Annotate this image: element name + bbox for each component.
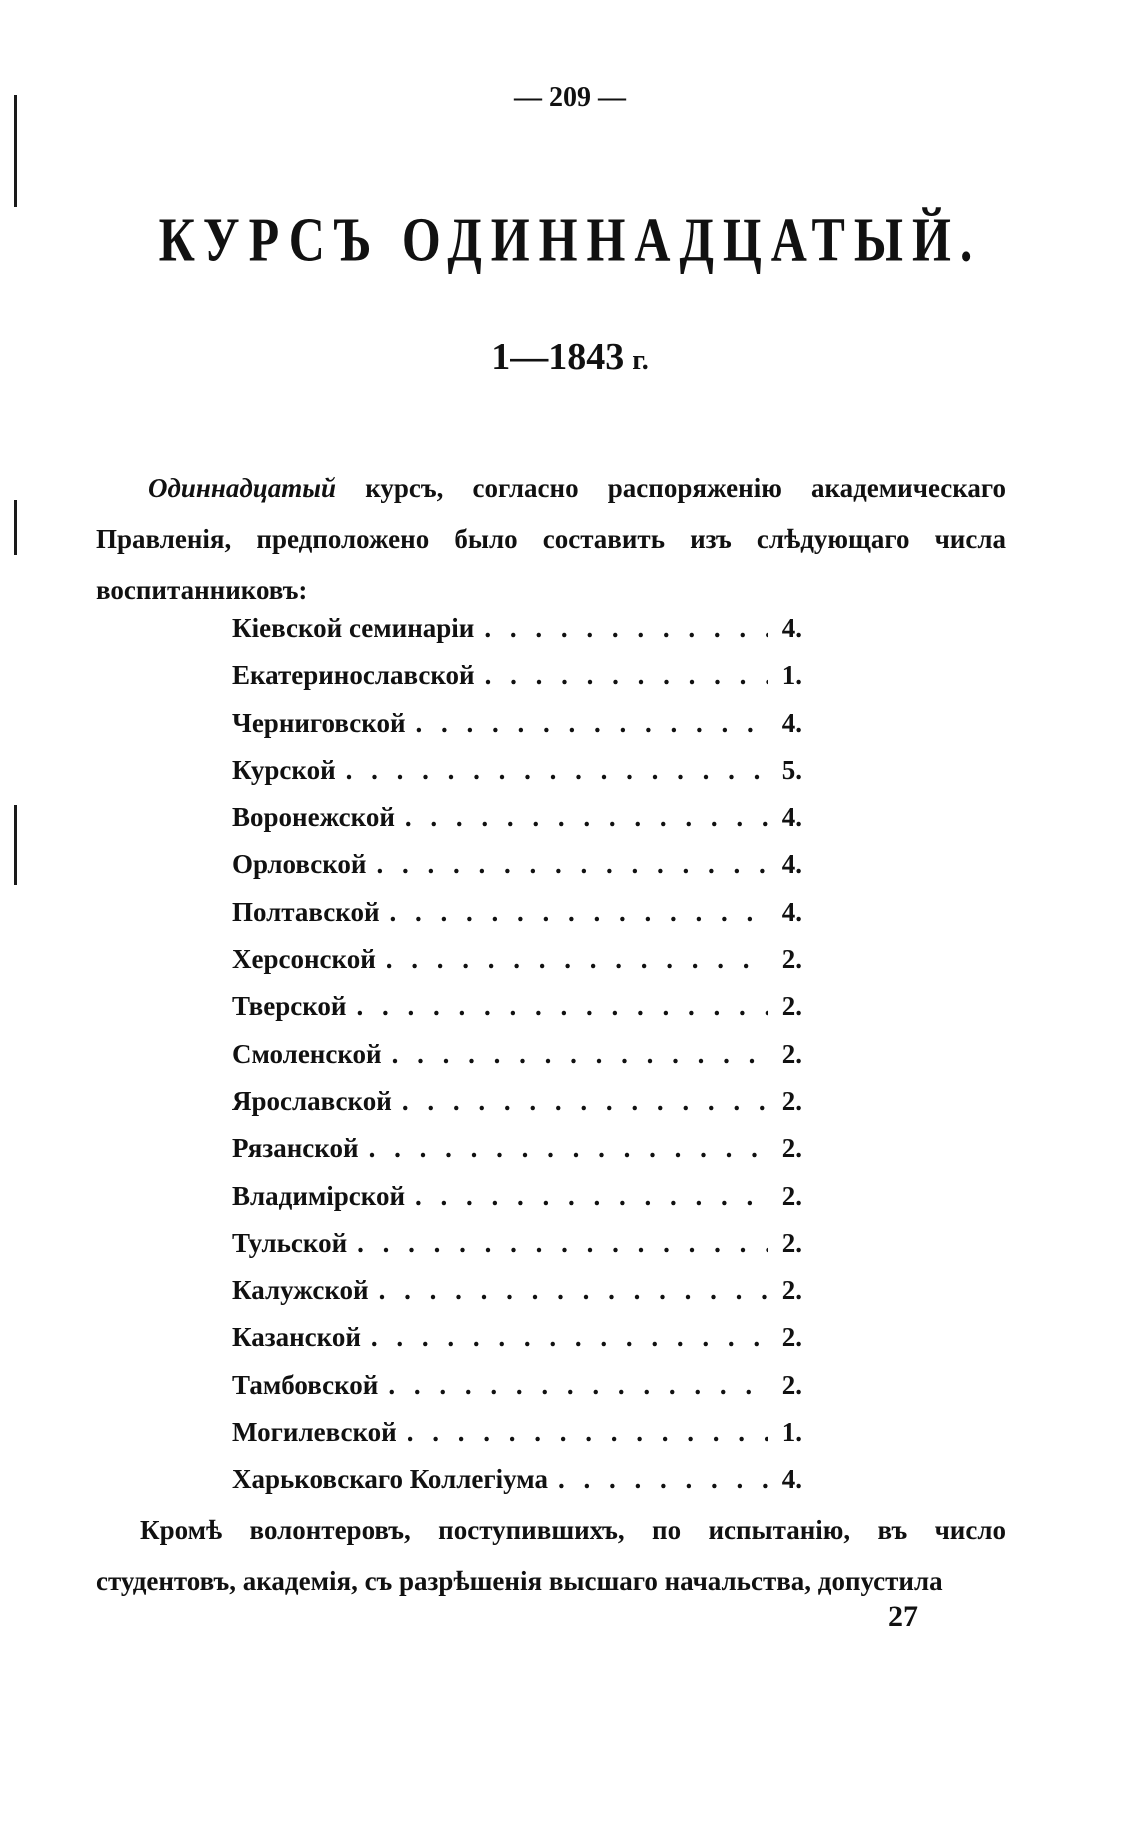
dot-leader [386,944,768,975]
dot-leader [357,1228,768,1259]
scan-edge-mark [14,500,17,555]
signature-mark: 27 [888,1600,918,1633]
page-number: — 209 — [514,82,626,113]
student-count: 2. [781,1275,802,1306]
seminary-row [232,897,802,944]
student-count: 2. [781,1369,802,1400]
dot-leader [558,1464,768,1495]
dot-leader [388,1370,767,1401]
dot-leader [485,660,768,691]
dot-leader [392,1039,768,1070]
seminary-row [232,1039,802,1086]
dot-leader [376,849,767,880]
seminary-row [232,802,802,849]
student-count: 5. [781,754,802,785]
dot-leader [484,613,767,644]
student-count: 4. [781,613,802,643]
student-count: 2. [781,1227,802,1258]
dot-leader [390,897,768,928]
intro-paragraph [96,463,1006,616]
student-count: 2. [781,1322,802,1353]
seminary-name: Воронежской [232,802,395,833]
student-count: 2. [781,944,802,975]
seminary-row [232,1417,802,1464]
scan-edge-mark [14,805,17,885]
seminary-row [232,1275,802,1322]
dot-leader [402,1086,768,1117]
seminary-row [232,849,802,896]
seminary-name: Калужской [232,1275,369,1306]
student-count: 2. [781,1085,802,1116]
seminary-name: Кіевской семинаріи [232,613,475,643]
seminary-name: Тульской [232,1227,348,1258]
seminary-name: Херсонской [232,944,376,975]
seminary-row [232,991,802,1038]
seminary-name: Могилевской [232,1417,397,1448]
student-count: 2. [781,1133,802,1164]
student-count: 4. [781,896,802,927]
dot-leader [415,1181,768,1212]
dot-leader [346,755,768,786]
seminary-row [232,1322,802,1369]
dot-leader [405,802,768,833]
chapter-title: КУРСЪ ОДИННАДЦАТЫЙ. [158,204,982,274]
seminary-name: Черниговской [232,707,406,738]
seminary-name: Смоленской [232,1038,382,1069]
seminary-name: Харьковскаго Коллегіума [232,1464,548,1495]
seminary-row [232,1370,802,1417]
seminary-row [232,755,802,802]
seminary-name: Тамбовской [232,1369,379,1400]
year-label: 1—1843 [491,336,625,378]
student-count: 4. [781,707,802,738]
year-heading [0,335,1140,379]
seminary-row [232,613,802,660]
seminary-list [232,613,802,1512]
seminary-row [232,708,802,755]
seminary-name: Екатеринославской [232,660,475,691]
seminary-name: Тверской [232,991,347,1022]
student-count: 2. [781,1180,802,1211]
seminary-name: Ярославской [232,1085,392,1116]
seminary-name: Курской [232,754,336,785]
student-count: 1. [781,1417,802,1448]
seminary-row [232,1181,802,1228]
seminary-row [232,1228,802,1275]
seminary-row [232,1133,802,1180]
dot-leader [357,991,768,1022]
seminary-name: Орловской [232,849,367,880]
dot-leader [416,708,768,739]
seminary-name: Казанской [232,1322,361,1353]
dot-leader [369,1133,768,1164]
closing-paragraph: Кромѣ волонтеровъ, поступившихъ, по испытанію, въ число студентовъ, академія, съ разрѣшенія высшаго начальства, допустила [96,1515,1006,1596]
intro-lead-word: Одиннадцатый [148,473,337,503]
seminary-row [232,944,802,991]
seminary-row [232,1086,802,1133]
intro-text: курсъ, согласно распоряженію академическаго Правленія, предположено было составить изъ слѣдующаго числа воспитанниковъ: [96,473,1006,605]
student-count: 2. [781,991,802,1022]
dot-leader [371,1322,768,1353]
seminary-name: Рязанской [232,1133,359,1164]
dot-leader [379,1275,768,1306]
seminary-name: Владимірской [232,1180,406,1211]
seminary-row [232,660,802,707]
student-count: 4. [781,1464,802,1495]
student-count: 2. [781,1038,802,1069]
student-count: 4. [781,849,802,880]
student-count: 1. [781,660,802,691]
year-suffix: г. [632,345,649,376]
seminary-name: Полтавской [232,896,380,927]
dot-leader [407,1417,768,1448]
student-count: 4. [781,802,802,833]
